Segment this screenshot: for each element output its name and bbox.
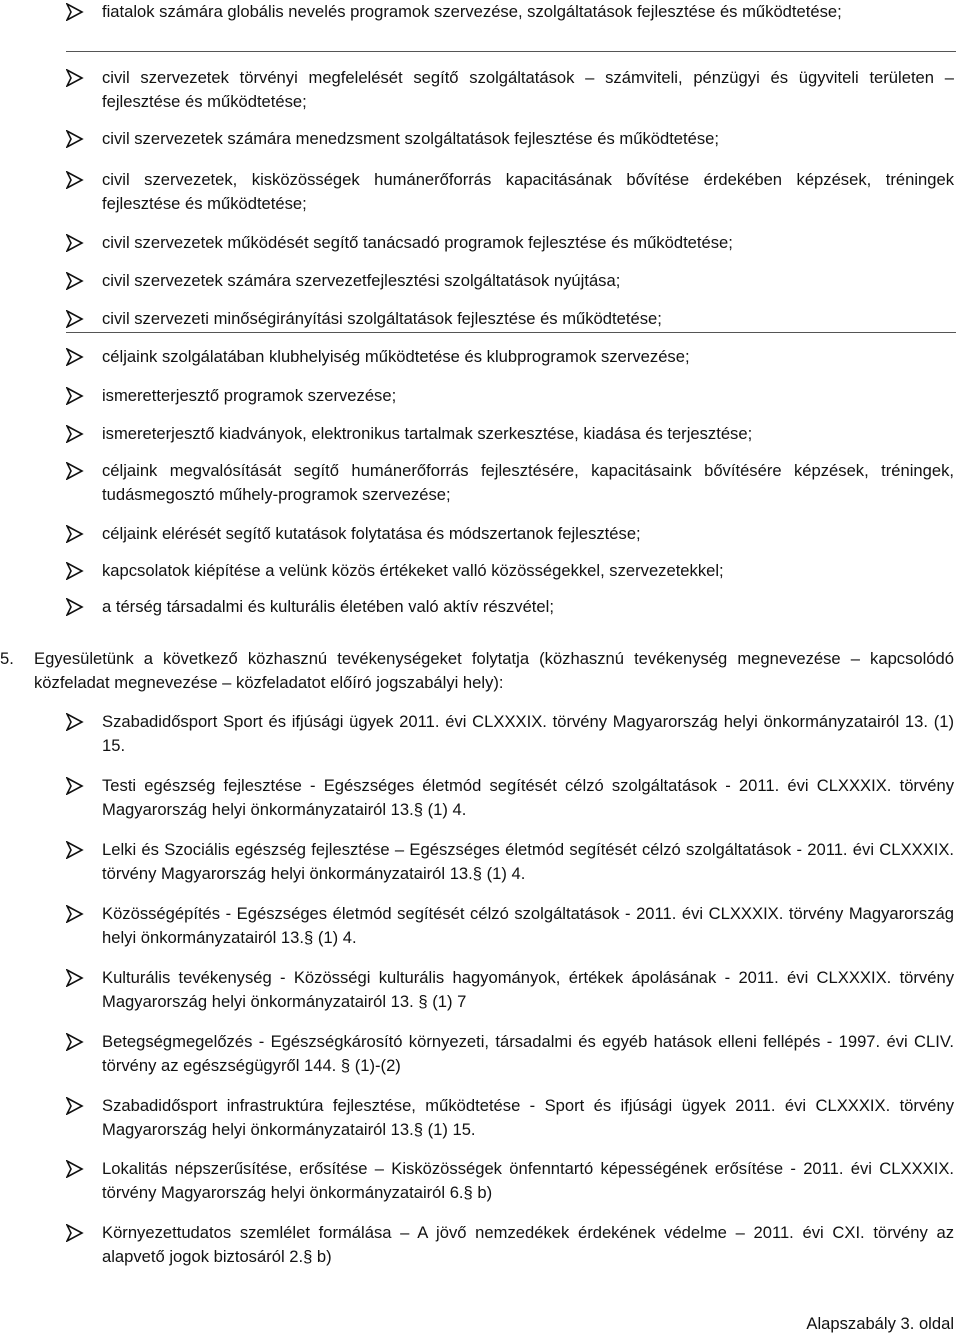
list-item-text: civil szervezetek számára menedzsment szolgáltatások fejlesztése és működtetése; bbox=[102, 129, 720, 148]
list-item bbox=[66, 710, 954, 758]
list-item-text: civil szervezetek törvényi megfelelését segítő szolgáltatások – számviteli, pénzügyi és ügyviteli területen – fejlesztése és működtetése; bbox=[102, 68, 954, 111]
list-item bbox=[66, 66, 954, 114]
arrowhead-bullet-icon bbox=[66, 425, 84, 443]
divider bbox=[66, 51, 956, 52]
arrowhead-bullet-icon bbox=[66, 1160, 84, 1178]
arrowhead-bullet-icon bbox=[66, 841, 84, 859]
arrowhead-bullet-icon bbox=[66, 272, 84, 290]
list-item-text: Közösségépítés - Egészséges életmód segítését célzó szolgáltatások - 2011. évi CLXXXIX. törvény Magyarország helyi önkormányzatairól 13.§ (1) 4. bbox=[102, 904, 954, 947]
list-item-text: Betegségmegelőzés - Egészségkárosító környezeti, társadalmi és egyéb hatások elleni fellépés - 1997. évi CLIV. törvény az egészségügyről 144. § (1)-(2) bbox=[102, 1032, 954, 1075]
list-item bbox=[66, 838, 954, 886]
list-item-text: Lelki és Szociális egészség fejlesztése – Egészséges életmód segítését célzó szolgáltatások - 2011. évi CLXXXIX. törvény Magyarország helyi önkormányzatairól 13.§ (1) 4. bbox=[102, 840, 954, 883]
list-item bbox=[66, 1094, 954, 1142]
list-item bbox=[66, 127, 954, 151]
arrowhead-bullet-icon bbox=[66, 1224, 84, 1242]
list-item bbox=[66, 231, 954, 255]
list-item-text: Testi egészség fejlesztése - Egészséges életmód segítését célzó szolgáltatások - 2011. évi CLXXXIX. törvény Magyarország helyi önkormányzatairól 13.§ (1) 4. bbox=[102, 776, 954, 819]
section-number: 5. bbox=[0, 649, 14, 668]
list-item bbox=[66, 422, 954, 446]
list-item bbox=[66, 269, 954, 293]
list-item-text: Lokalitás népszerűsítése, erősítése – Kisközösségek önfenntartó képességének erősítése - 2011. évi CLXXXIX. törvény Magyarország helyi önkormányzatairól 6.§ b) bbox=[102, 1159, 954, 1202]
list-item-text: civil szervezeti minőségirányítási szolgáltatások fejlesztése és működtetése; bbox=[102, 309, 662, 328]
arrowhead-bullet-icon bbox=[66, 130, 84, 148]
list-item bbox=[66, 0, 954, 24]
list-item bbox=[66, 1030, 954, 1078]
list-item bbox=[66, 902, 954, 950]
list-item-text: Szabadidősport infrastruktúra fejlesztése, működtetése - Sport és ifjúsági ügyek 2011. évi CLXXXIX. törvény Magyarország helyi önkormányzatairól 13.§ (1) 15. bbox=[102, 1096, 954, 1139]
arrowhead-bullet-icon bbox=[66, 69, 84, 87]
arrowhead-bullet-icon bbox=[66, 525, 84, 543]
arrowhead-bullet-icon bbox=[66, 387, 84, 405]
arrowhead-bullet-icon bbox=[66, 234, 84, 252]
list-item-text: kapcsolatok kiépítése a velünk közös értékeket valló közösségekkel, szervezetekkel; bbox=[102, 561, 724, 580]
arrowhead-bullet-icon bbox=[66, 1033, 84, 1051]
section-5 bbox=[0, 647, 954, 695]
list-item bbox=[66, 966, 954, 1014]
section-text: Egyesületünk a következő közhasznú tevékenységeket folytatja (közhasznú tevékenység megnevezése – kapcsolódó közfeladat megnevezése – közfeladatot előíró jogszabályi hely): bbox=[34, 649, 954, 692]
arrowhead-bullet-icon bbox=[66, 905, 84, 923]
arrowhead-bullet-icon bbox=[66, 598, 84, 616]
list-item-text: fiatalok számára globális nevelés programok szervezése, szolgáltatások fejlesztése és működtetése; bbox=[102, 2, 842, 21]
arrowhead-bullet-icon bbox=[66, 348, 84, 366]
list-item bbox=[66, 307, 954, 331]
list-item bbox=[66, 168, 954, 216]
list-item bbox=[66, 559, 954, 583]
list-item-text: ismereterjesztő kiadványok, elektronikus tartalmak szerkesztése, kiadása és terjesztése; bbox=[102, 424, 753, 443]
list-item bbox=[66, 345, 954, 369]
divider bbox=[66, 332, 956, 333]
list-item-text: a térség társadalmi és kulturális életében való aktív részvétel; bbox=[102, 597, 554, 616]
list-item-text: céljaink szolgálatában klubhelyiség működtetése és klubprogramok szervezése; bbox=[102, 347, 690, 366]
list-item bbox=[66, 1157, 954, 1205]
list-item-text: Szabadidősport Sport és ifjúsági ügyek 2011. évi CLXXXIX. törvény Magyarország helyi önkormányzatairól 13. (1) 15. bbox=[102, 712, 954, 755]
arrowhead-bullet-icon bbox=[66, 1097, 84, 1115]
list-item-text: Környezettudatos szemlélet formálása – A jövő nemzedékek érdekének védelme – 2011. évi CXI. törvény az alapvető jogok biztosáról 2.§ b) bbox=[102, 1223, 954, 1266]
page-footer: Alapszabály 3. oldal bbox=[806, 1314, 954, 1333]
list-item bbox=[66, 384, 954, 408]
list-item bbox=[66, 459, 954, 507]
list-item bbox=[66, 774, 954, 822]
list-item-text: civil szervezetek, kisközösségek humánerőforrás kapacitásának bővítése érdekében képzések, tréningek fejlesztése és működtetése; bbox=[102, 170, 954, 213]
arrowhead-bullet-icon bbox=[66, 777, 84, 795]
arrowhead-bullet-icon bbox=[66, 562, 84, 580]
list-item-text: céljaink megvalósítását segítő humánerőforrás fejlesztésére, kapacitásaink bővítésére képzések, tréningek, tudásmegosztó műhely-programok szervezése; bbox=[102, 461, 954, 504]
list-item-text: céljaink elérését segítő kutatások folytatása és módszertanok fejlesztése; bbox=[102, 524, 641, 543]
list-item-text: civil szervezetek számára szervezetfejlesztési szolgáltatások nyújtása; bbox=[102, 271, 621, 290]
list-item bbox=[66, 595, 954, 619]
list-item-text: civil szervezetek működését segítő tanácsadó programok fejlesztése és működtetése; bbox=[102, 233, 733, 252]
arrowhead-bullet-icon bbox=[66, 3, 84, 21]
list-item bbox=[66, 1221, 954, 1269]
arrowhead-bullet-icon bbox=[66, 171, 84, 189]
list-item bbox=[66, 522, 954, 546]
arrowhead-bullet-icon bbox=[66, 713, 84, 731]
arrowhead-bullet-icon bbox=[66, 310, 84, 328]
list-item-text: Kulturális tevékenység - Közösségi kulturális hagyományok, értékek ápolásának - 2011. évi CLXXXIX. törvény Magyarország helyi önkormányzatairól 13. § (1) 7 bbox=[102, 968, 954, 1011]
arrowhead-bullet-icon bbox=[66, 969, 84, 987]
arrowhead-bullet-icon bbox=[66, 462, 84, 480]
list-item-text: ismeretterjesztő programok szervezése; bbox=[102, 386, 397, 405]
